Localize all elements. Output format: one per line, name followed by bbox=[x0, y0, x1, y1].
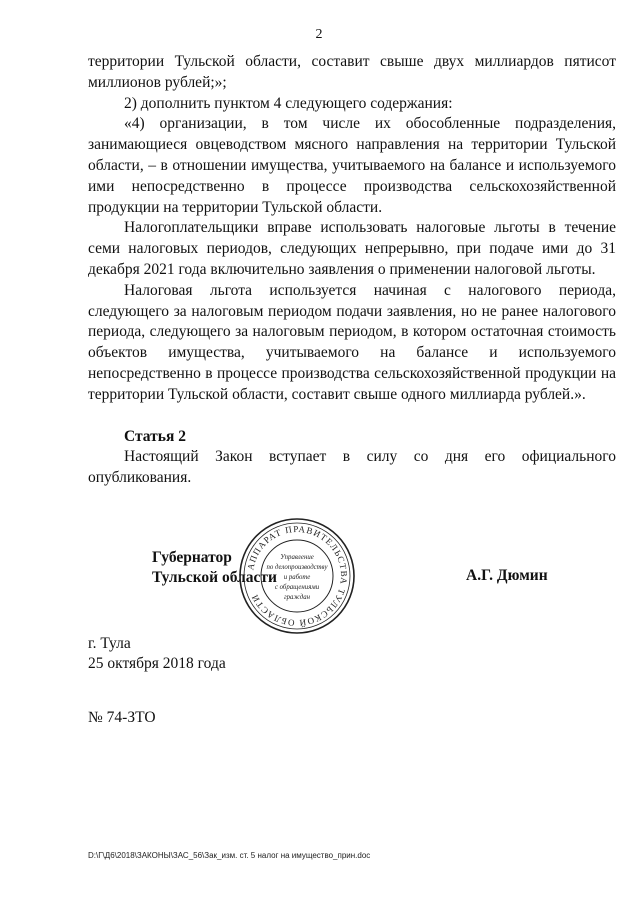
signature-title-line1: Губернатор bbox=[152, 549, 232, 566]
paragraph-benefit-period: Налогоплательщики вправе использовать налоговые льготы в течение семи налоговых периодов, следующих непрерывно, при подаче ими до 31 декабря 2021 года включительно заявления о применении налоговой льготы. bbox=[88, 219, 616, 278]
article-heading: Статья 2 bbox=[124, 427, 186, 445]
seal-center-line-1: Управление bbox=[280, 554, 314, 561]
signature-title-line2: Тульской области bbox=[152, 569, 277, 586]
paragraph-entry-into-force: Настоящий Закон вступает в силу со дня его официального опубликования. bbox=[88, 448, 616, 487]
seal-center-line-5: граждан bbox=[284, 594, 310, 601]
paragraph-amendment-item: 2) дополнить пунктом 4 следующего содержания: bbox=[124, 94, 453, 112]
document-body bbox=[88, 52, 616, 489]
paragraph-continuation: территории Тульской области, составит свыше двух миллиардов пятисот миллионов рублей;»; bbox=[88, 53, 616, 91]
seal-center-line-2: по делопроизводству bbox=[266, 564, 328, 571]
seal-center-line-3: и работе bbox=[283, 574, 311, 581]
footer-file-path: D:\Г\Д6\2018\ЗАКОНЫ\ЗАС_56\Зак_изм. ст. 5 налог на имущество_прин.doc bbox=[88, 851, 371, 860]
page-number: 2 bbox=[315, 27, 323, 42]
paragraph-new-point-4: «4) организации, в том числе их обособленные подразделения, занимающиеся овцеводством мясного направления на территории Тульской области, – в отношении имущества, учитываемого на балансе и используемого ими непосредственно в процессе производства сельскохозяйственной продукции на территории Тульской области. bbox=[88, 115, 616, 216]
seal-center-line-4: с обращениями bbox=[274, 584, 320, 591]
paragraph-benefit-start: Налоговая льгота используется начиная с налогового периода, следующего за налоговым периодом подачи заявления, но не ранее налогового периода, следующего за налоговым периодом, в котором остаточная стоимость объектов имущества, учитываемого на балансе и используемого непосредственно в процессе производства сельскохозяйственной продукции на территории Тульской области, составит свыше одного миллиарда рублей.». bbox=[88, 281, 616, 403]
law-number: № 74-ЗТО bbox=[88, 709, 156, 726]
place: г. Тула bbox=[88, 635, 131, 652]
date: 25 октября 2018 года bbox=[88, 655, 226, 672]
official-seal bbox=[237, 516, 357, 636]
seal-ring-text: АППАРАТ ПРАВИТЕЛЬСТВА ТУЛЬСКОЙ ОБЛАСТИ bbox=[245, 523, 350, 629]
signatory-name: А.Г. Дюмин bbox=[466, 567, 548, 584]
place-and-date bbox=[88, 634, 226, 674]
